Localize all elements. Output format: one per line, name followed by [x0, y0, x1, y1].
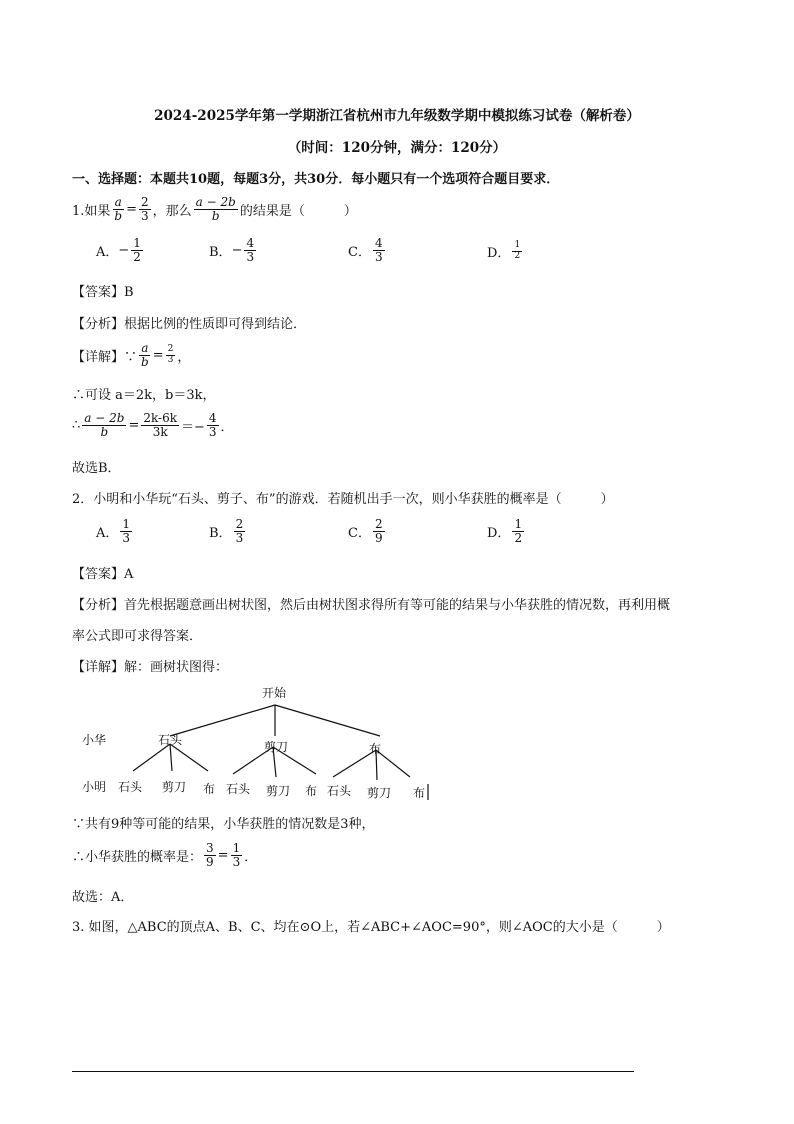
- tree-diagram: [0, 680, 794, 805]
- option-den: 3: [122, 531, 131, 546]
- q1-detail-label: 【详解】∵: [72, 350, 138, 366]
- q1-analysis: 【分析】根据比例的性质即可得到结论．: [72, 317, 307, 332]
- q1-l3-den: b: [100, 425, 109, 440]
- q1-option-d: [487, 241, 524, 262]
- option-num: 1: [122, 517, 131, 531]
- option-label: B．: [209, 526, 232, 542]
- q1-cond-ratio: [139, 196, 151, 223]
- q2-l2-prefix: ∴小华获胜的概率是：: [72, 850, 203, 866]
- q1-l3-tail: ．: [220, 420, 234, 436]
- tree-leaf: 石头: [226, 782, 251, 796]
- option-label: D．: [487, 526, 511, 542]
- option-den: 2: [514, 531, 523, 546]
- option-label: A．: [96, 526, 119, 542]
- question-3-stem: 3. 如图，△ABC的顶点A、B、C、均在⊙O上，若∠ABC+∠AOC=90°，则∠AOC的大小是（ ）: [72, 920, 670, 935]
- q1-option-c: [348, 237, 387, 264]
- q1-l3-num: a − 2b: [84, 411, 125, 425]
- q1-prefix: 1.如果: [72, 204, 111, 220]
- tree-leaf: 石头: [327, 784, 352, 798]
- q2-p2-den: 3: [232, 855, 241, 870]
- tree-leaf: 剪刀: [266, 784, 291, 798]
- q1-l3-eq2: ＝−: [181, 420, 205, 436]
- tree-node: 石头: [158, 733, 183, 747]
- tree-edge: [170, 744, 208, 771]
- q1-line3: [72, 412, 234, 439]
- q1-conclusion: 故选B．: [72, 461, 121, 476]
- q1-l3-prefix: ∴: [72, 418, 81, 434]
- q2-p-eq: =: [217, 848, 229, 864]
- q1-expr-num: a − 2b: [195, 195, 236, 209]
- tree-edge: [376, 750, 410, 777]
- tree-level1-label: 小华: [82, 733, 107, 747]
- question-1-stem: [72, 196, 357, 223]
- option-den: 3: [246, 250, 255, 265]
- option-num: 2: [235, 517, 244, 531]
- q1-suffix: 的结果是（ ）: [239, 204, 357, 220]
- q1-d-eq: =: [152, 348, 164, 364]
- option-den: 9: [374, 531, 383, 546]
- page-subtitle: （时间：120分钟，满分：120分）: [287, 140, 507, 156]
- option-label: A．: [96, 245, 119, 261]
- tree-node: 剪刀: [264, 740, 289, 754]
- question-2-stem: 2．小明和小华玩“石头、剪子、布”的游戏．若随机出手一次，则小华获胜的概率是（ ）: [72, 492, 614, 507]
- tree-leaf: 布: [203, 782, 216, 796]
- tree-edge: [170, 744, 172, 771]
- q2-p2-num: 1: [232, 841, 241, 855]
- q1-detail: [72, 342, 190, 369]
- tree-leaf: 布: [413, 786, 426, 800]
- q2-line1: ∵共有9种等可能的结果，小华获胜的情况数是3种，: [72, 817, 375, 832]
- q2-detail: 【详解】解：画树状图得：: [72, 660, 229, 675]
- q2-l2-tail: ．: [244, 850, 258, 866]
- q1-line2: ∴可设 a＝2k，b＝3k，: [72, 388, 216, 403]
- option-label: B．: [209, 245, 232, 261]
- q1-expr-den: b: [211, 209, 220, 224]
- q1-l3-mden: 3k: [152, 425, 168, 440]
- tree-level2-label: 小明: [82, 780, 107, 794]
- option-num: 1: [133, 236, 141, 250]
- q2-option-a: [96, 518, 134, 545]
- tree-leaf: 布: [305, 784, 318, 798]
- tree-leaf: 石头: [118, 780, 143, 794]
- q2-analysis-1: 【分析】首先根据题意画出树状图，然后由树状图求得所有等可能的结果与小华获胜的情况数，再利用概: [72, 598, 671, 613]
- q1-l3-rden: 3: [208, 425, 217, 440]
- q1-cond-den: b: [114, 209, 123, 224]
- option-label: D．: [487, 245, 511, 261]
- option-label: C．: [348, 526, 371, 542]
- q1-option-b: [209, 237, 258, 264]
- q1-d-rden: 3: [167, 355, 174, 366]
- q2-option-c: [348, 518, 387, 545]
- q1-ratio-den: 3: [141, 209, 149, 224]
- q1-expr-fraction: [194, 196, 238, 223]
- option-num: 1: [514, 240, 521, 250]
- option-den: 3: [235, 531, 244, 546]
- option-label: C．: [348, 245, 371, 261]
- q1-cond-fraction: [112, 196, 124, 223]
- q1-answer: 【答案】B: [72, 285, 134, 300]
- q2-answer: 【答案】A: [72, 567, 134, 582]
- tree-edge: [133, 744, 170, 771]
- q2-option-d: [487, 518, 526, 545]
- option-den: 3: [374, 250, 383, 265]
- q2-line2: [72, 842, 257, 869]
- q1-d-tail: ，: [177, 350, 191, 366]
- option-num: 4: [246, 236, 255, 250]
- tree-leaf: 剪刀: [162, 780, 187, 794]
- option-sign: −: [118, 243, 130, 259]
- tree-leaf: 剪刀: [367, 786, 392, 800]
- footer-rule: [72, 1071, 634, 1072]
- tree-edge: [275, 705, 380, 736]
- q1-d-den: b: [141, 355, 149, 370]
- q1-d-rnum: 2: [167, 344, 174, 355]
- tree-edge: [170, 705, 275, 736]
- q2-conclusion: 故选：A．: [72, 890, 134, 905]
- q2-p-num: 3: [206, 841, 214, 855]
- tree-root: 开始: [262, 686, 287, 700]
- section-heading: 一、选择题：本题共10题，每题3分，共30分．每小题只有一个选项符合题目要求．: [72, 172, 560, 187]
- q2-analysis-2: 率公式即可求得答案．: [72, 629, 203, 644]
- q1-cond-num: a: [114, 195, 122, 209]
- tree-node: 布: [369, 742, 382, 756]
- q2-p-den: 9: [206, 855, 214, 870]
- option-sign: −: [231, 243, 243, 259]
- q2-option-b: [209, 518, 247, 545]
- q1-option-a: [96, 237, 145, 264]
- option-num: 4: [374, 236, 383, 250]
- q1-ratio-num: 2: [141, 195, 149, 209]
- option-den: 2: [133, 250, 141, 265]
- option-den: 2: [514, 250, 521, 261]
- q1-l3-rnum: 4: [208, 411, 217, 425]
- q1-eq: =: [126, 202, 137, 218]
- q1-d-num: a: [141, 341, 149, 355]
- option-num: 1: [514, 517, 523, 531]
- option-num: 2: [374, 517, 383, 531]
- q1-l3-eq: =: [128, 418, 140, 434]
- q1-mid: ，那么: [152, 204, 192, 220]
- page-title: 2024-2025学年第一学期浙江省杭州市九年级数学期中模拟练习试卷（解析卷）: [154, 108, 640, 124]
- q1-l3-mnum: 2k-6k: [143, 411, 177, 425]
